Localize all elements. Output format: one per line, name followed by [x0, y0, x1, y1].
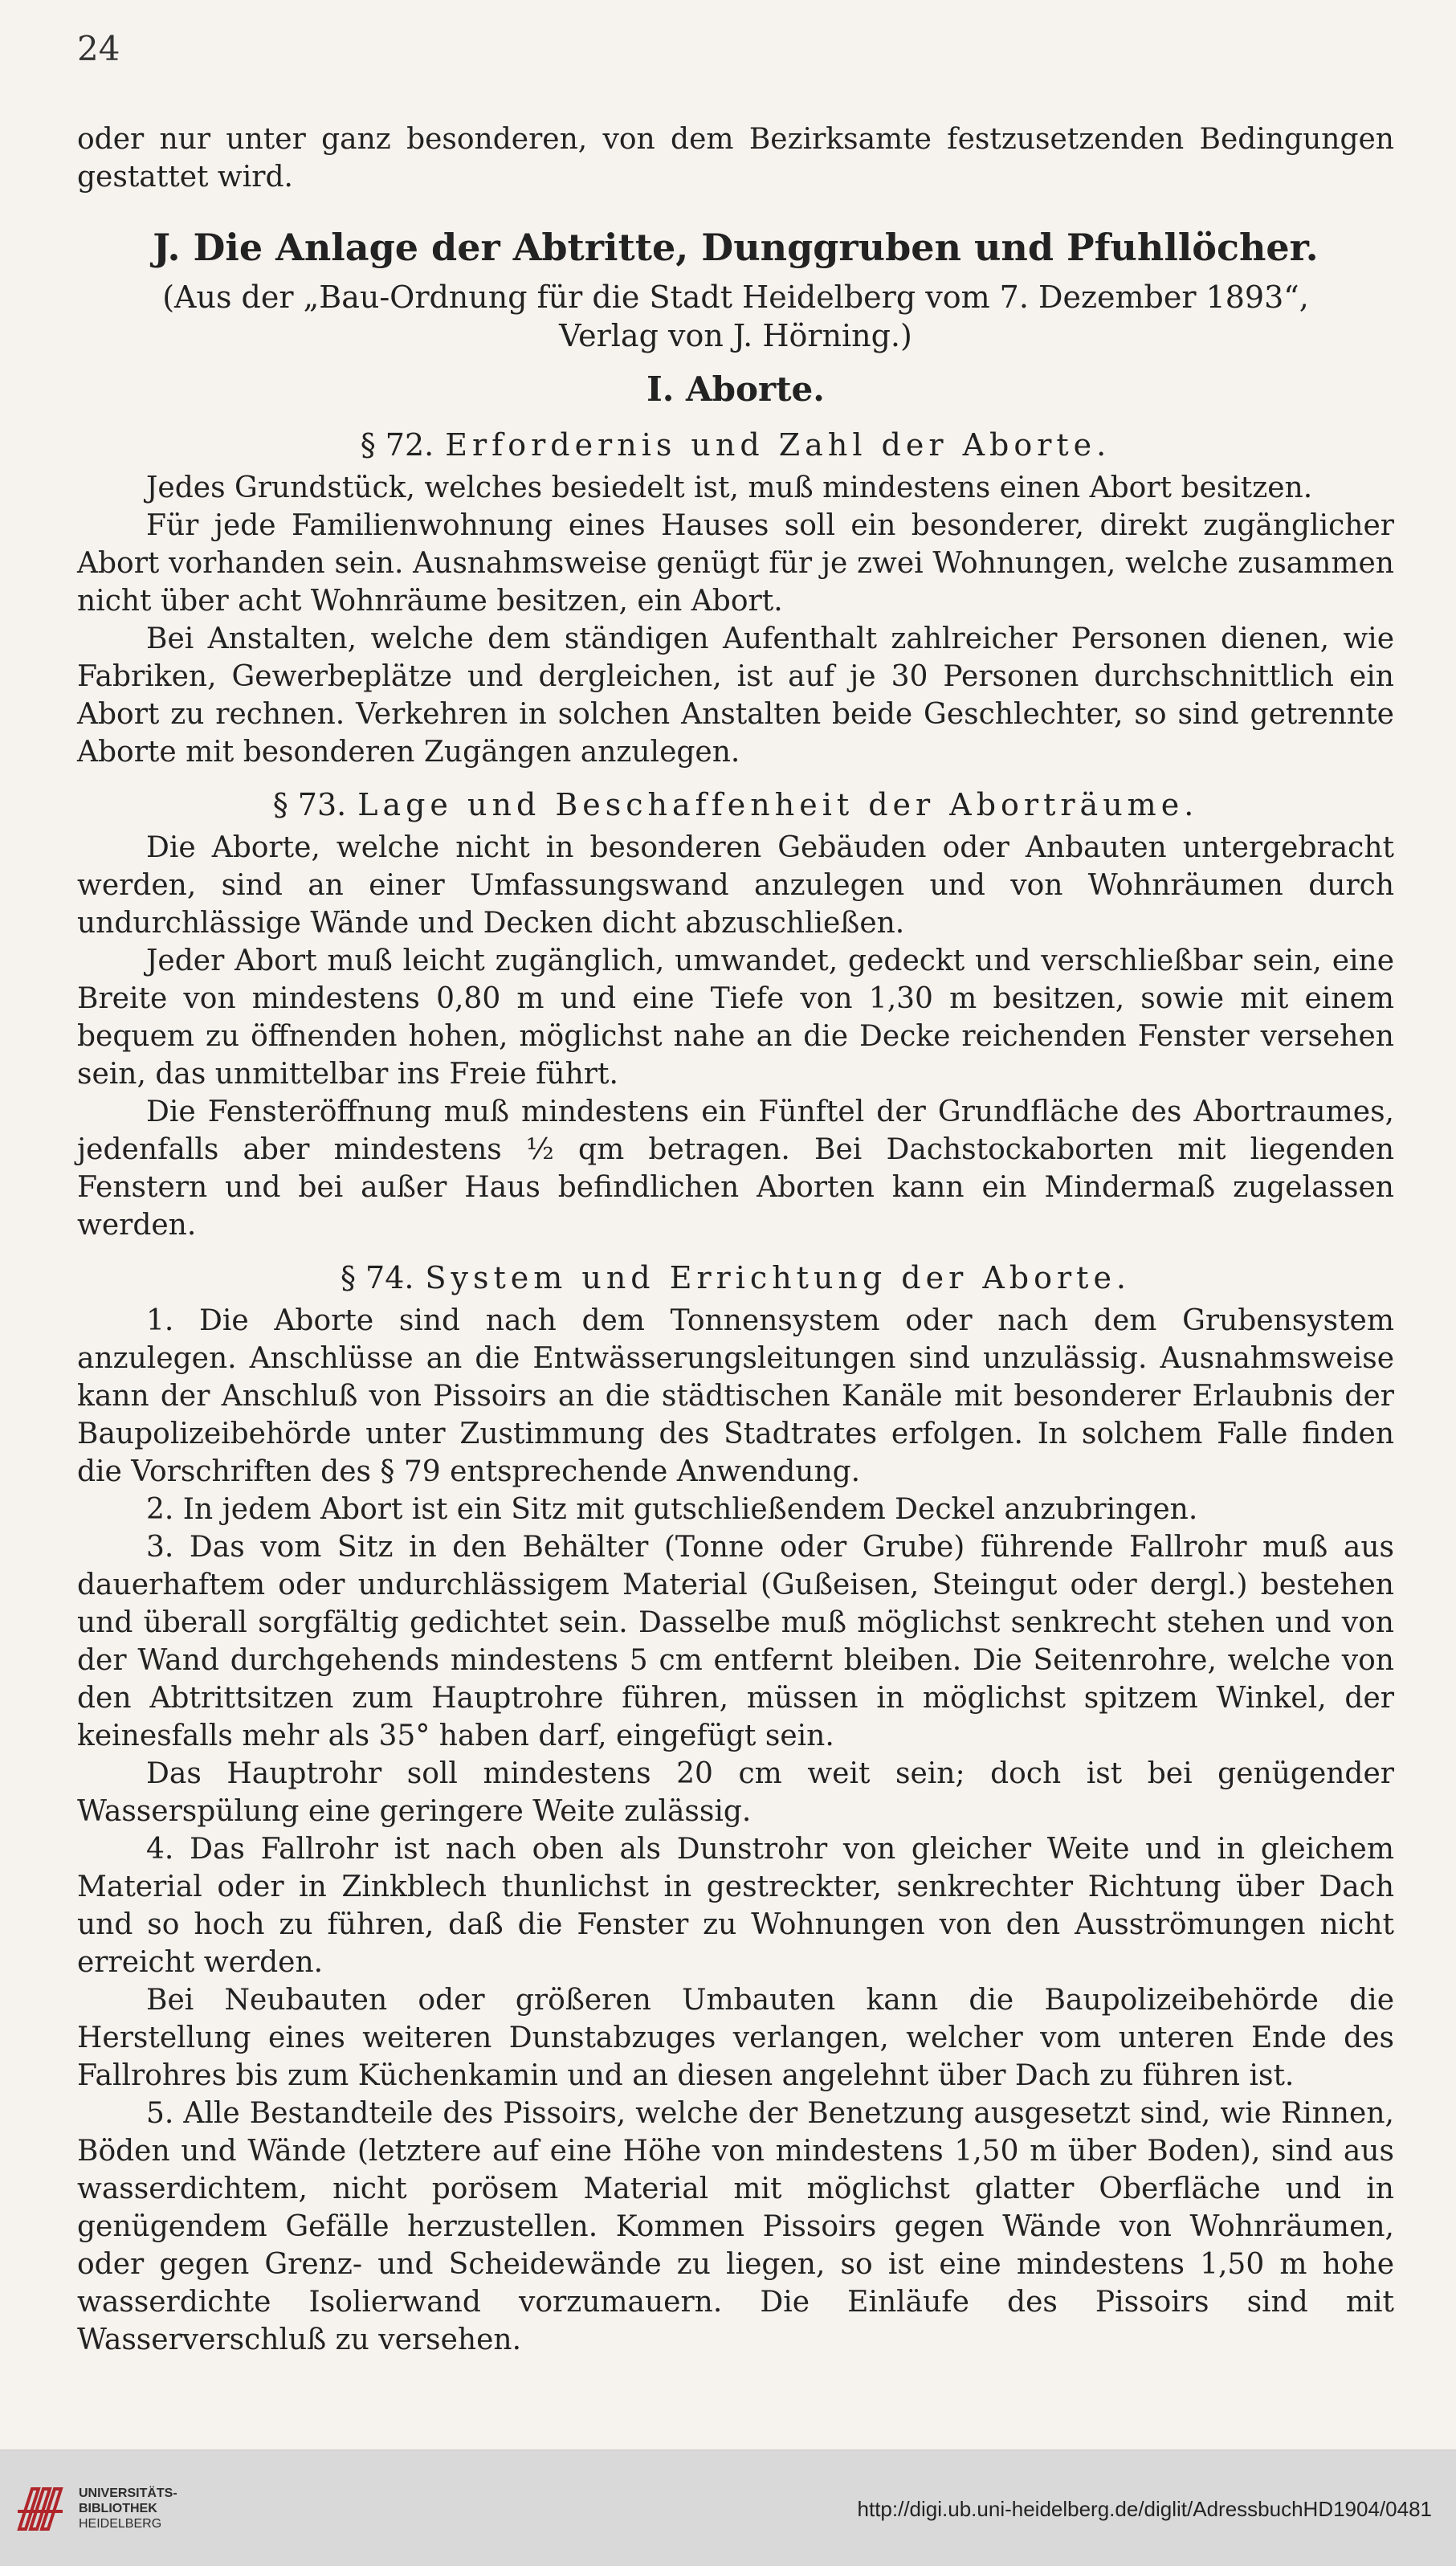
- paragraph-number: § 72.: [360, 427, 434, 463]
- intro-text: oder nur unter ganz besonderen, von dem Bezirksamte festzusetzenden Bedingungen gestattet wird.: [77, 123, 1394, 194]
- page-number: 24: [77, 29, 120, 68]
- text-paragraph: Bei Anstalten, welche dem ständigen Aufenthalt zahlreicher Personen dienen, wie Fabriken, Gewerbeplätze und dergleichen, ist auf je 30 Personen durchschnittlich ein Abort zu rechnen. Verkehren in solchen Anstalten beide Geschlechter, so sind getrennte Aborte mit besonderen Zugängen anzulegen.: [77, 622, 1394, 769]
- text-paragraph: Die Aborte, welche nicht in besonderen Gebäuden oder Anbauten untergebracht werden, sind an einer Umfassungswand anzulegen und von Wohnräumen durch undurchlässige Wände und Decken dicht abzuschließen.: [77, 831, 1394, 940]
- text-paragraph: 3. Das vom Sitz in den Behälter (Tonne oder Grube) führende Fallrohr muß aus dauerhaftem oder undurchlässigem Material (Gußeisen, Steingut oder dergl.) bestehen und überall sorgfältig gedichtet sein. Dasselbe muß möglichst senkrecht stehen und von der Wand durchgehends mindestens 5 cm entfernt bleiben. Die Seitenrohre, welche von den Abtrittsitzen zum Hauptrohre führen, müssen in möglichst spitzem Winkel, der keinesfalls mehr als 35° haben darf, eingefügt sein.: [77, 1531, 1394, 1752]
- text-paragraph: 2. In jedem Abort ist ein Sitz mit gutschließendem Deckel anzubringen.: [146, 1493, 1198, 1526]
- source-line-2: Verlag von J. Hörning.): [559, 318, 912, 353]
- text-paragraph: Die Fensteröffnung muß mindestens ein Fünftel der Grundfläche des Abortraumes, jedenfalls aber mindestens ½ qm betragen. Bei Dachstockaborten mit liegenden Fenstern und bei außer Haus befindlichen Aborten kann ein Mindermaß zugelassen werden.: [77, 1095, 1394, 1242]
- text-paragraph: 5. Alle Bestandteile des Pissoirs, welche der Benetzung ausgesetzt sind, wie Rinnen, Böden und Wände (letztere auf eine Höhe von mindestens 1,50 m über Boden), sind aus wasserdichtem, nicht porösem Material mit möglichst glatter Oberfläche und in genügendem Gefälle herzustellen. Kommen Pissoirs gegen Wände von Wohnräumen, oder gegen Grenz- und Scheidewände zu liegen, so ist eine mindestens 1,50 m hohe wasserdichte Isolierwand vorzumauern. Die Einläufe des Pissoirs sind mit Wasserverschluß zu versehen.: [77, 2097, 1394, 2356]
- section-heading: J. Die Anlage der Abtritte, Dunggruben und Pfuhllöcher.: [153, 226, 1319, 269]
- text-paragraph: Für jede Familienwohnung eines Hauses soll ein besonderer, direkt zugänglicher Abort vorhanden sein. Ausnahmsweise genügt für je zwei Wohnungen, welche zusammen nicht über acht Wohnräume besitzen, ein Abort.: [77, 509, 1394, 618]
- source-line-1: (Aus der „Bau-Ordnung für die Stadt Heidelberg vom 7. Dezember 1893“,: [162, 279, 1309, 315]
- paragraph-title: Lage und Beschaffenheit der Aborträume.: [357, 787, 1199, 822]
- logo-line-3: HEIDELBERG: [79, 2517, 162, 2531]
- part-title: I. Aborte.: [646, 369, 825, 409]
- paragraph-number: § 73.: [272, 787, 347, 822]
- page-body: [77, 120, 1394, 2359]
- text-paragraph: Jedes Grundstück, welches besiedelt ist, muß mindestens einen Abort besitzen.: [146, 471, 1313, 504]
- library-logo-icon: [14, 2482, 66, 2534]
- paragraph-number: § 74.: [340, 1260, 414, 1295]
- text-paragraph: Das Hauptrohr soll mindestens 20 cm weit sein; doch ist bei genügender Wasserspülung eine geringere Weite zulässig.: [77, 1757, 1394, 1828]
- library-logo-text: [79, 2486, 177, 2531]
- text-paragraph: Bei Neubauten oder größeren Umbauten kann die Baupolizeibehörde die Herstellung eines weiteren Dunstabzuges verlangen, welcher vom unteren Ende des Fallrohres bis zum Küchenkamin und an diesen angelehnt über Dach zu führen ist.: [77, 1984, 1394, 2092]
- paragraph-title: System und Errichtung der Aborte.: [425, 1260, 1132, 1295]
- paragraph-heading-73: [77, 782, 1394, 827]
- paragraph-heading-74: [77, 1255, 1394, 1300]
- paragraph-title: Erfordernis und Zahl der Aborte.: [445, 427, 1111, 463]
- viewer-footer: [0, 2450, 1456, 2566]
- text-paragraph: 1. Die Aborte sind nach dem Tonnensystem oder nach dem Grubensystem anzulegen. Anschlüsse an die Entwässerungsleitungen sind unzulässig. Ausnahmsweise kann der Anschluß von Pissoirs an die städtischen Kanäle mit besonderer Erlaubnis der Baupolizeibehörde unter Zustimmung des Stadtrates erfolgen. In solchem Falle finden die Vorschriften des § 79 entsprechende Anwendung.: [77, 1304, 1394, 1488]
- logo-line-2: BIBLIOTHEK: [79, 2502, 157, 2515]
- permalink-url[interactable]: http://digi.ub.uni-heidelberg.de/diglit/AdressbuchHD1904/0481: [857, 2497, 1432, 2521]
- paragraph-heading-72: [77, 422, 1394, 467]
- text-paragraph: 4. Das Fallrohr ist nach oben als Dunstrohr von gleicher Weite und in gleichem Material oder in Zinkblech thunlichst in gestreckter, senkrechter Richtung über Dach und so hoch zu führen, daß die Fenster zu Wohnungen von den Ausströmungen nicht erreicht werden.: [77, 1833, 1394, 1979]
- text-paragraph: Jeder Abort muß leicht zugänglich, umwandet, gedeckt und verschließbar sein, eine Breite von mindestens 0,80 m und eine Tiefe von 1,30 m besitzen, sowie mit einem bequem zu öffnenden hohen, möglichst nahe an die Decke reichenden Fenster versehen sein, das unmittelbar ins Freie führt.: [77, 944, 1394, 1091]
- logo-line-1: UNIVERSITÄTS-: [79, 2486, 177, 2500]
